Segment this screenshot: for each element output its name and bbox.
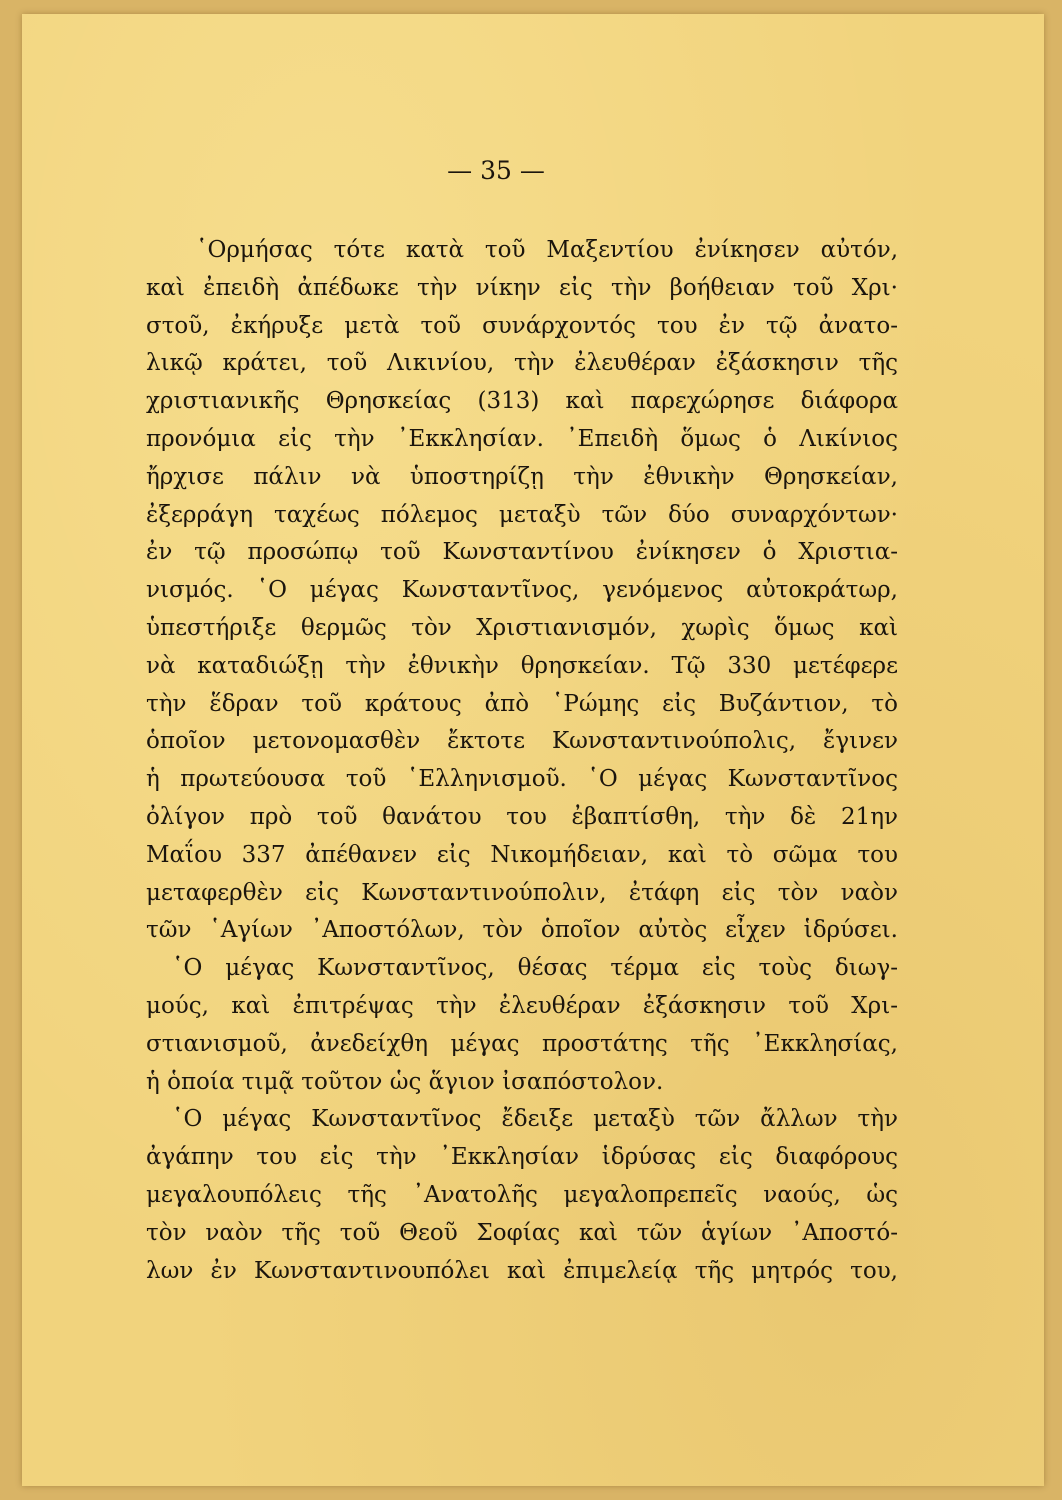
text-line: μούς, καὶ ἐπιτρέψας τὴν ἐλευθέραν ἐξάσκησιν τοῦ Χρι- — [146, 992, 898, 1019]
text-line: τῶν ῾Αγίων ᾿Αποστόλων, τὸν ὁποῖον αὐτὸς εἶχεν ἱδρύσει. — [146, 917, 898, 944]
text-line: λων ἐν Κωνσταντινουπόλει καὶ ἐπιμελείᾳ τῆς μητρός του, — [146, 1257, 898, 1284]
text-line: νισμός. ῾Ο μέγας Κωνσταντῖνος, γενόμενος αὐτοκράτωρ, — [146, 577, 898, 604]
text-line: ἀγάπην του εἰς τὴν ᾿Εκκλησίαν ἱδρύσας εἰς διαφόρους — [146, 1144, 898, 1171]
text-line: προνόμια εἰς τὴν ᾿Εκκλησίαν. ᾿Επειδὴ ὅμως ὁ Λικίνιος — [146, 425, 898, 452]
paragraph-1 — [146, 232, 898, 950]
text-line: τὸν ναὸν τῆς τοῦ Θεοῦ Σοφίας καὶ τῶν ἁγίων ᾿Αποστό- — [146, 1219, 898, 1246]
text-line: Μαΐου 337 ἀπέθανεν εἰς Νικομήδειαν, καὶ τὸ σῶμα του — [146, 841, 898, 868]
body-text — [146, 232, 898, 1290]
text-line: ῾Ο μέγας Κωνσταντῖνος ἔδειξε μεταξὺ τῶν ἄλλων τὴν — [172, 1106, 898, 1133]
text-line: ἐξερράγη ταχέως πόλεμος μεταξὺ τῶν δύο συναρχόντων· — [146, 501, 898, 528]
text-line: στιανισμοῦ, ἀνεδείχθη μέγας προστάτης τῆς ᾿Εκκλησίας, — [146, 1030, 898, 1057]
page-number: — 35 — — [447, 156, 545, 185]
text-line: ῾Ορμήσας τότε κατὰ τοῦ Μαξεντίου ἐνίκησεν αὐτόν, — [196, 237, 898, 263]
text-line: μεγαλουπόλεις τῆς ᾿Ανατολῆς μεγαλοπρεπεῖς ναούς, ὡς — [146, 1181, 898, 1208]
paragraph-2 — [146, 950, 898, 1101]
text-line: καὶ ἐπειδὴ ἀπέδωκε τὴν νίκην εἰς τὴν βοήθειαν τοῦ Χρι· — [146, 274, 898, 301]
text-line: ἡ πρωτεύουσα τοῦ ῾Ελληνισμοῦ. ῾Ο μέγας Κωνσταντῖνος — [146, 766, 898, 793]
book-page — [22, 14, 1044, 1486]
text-line: στοῦ, ἐκήρυξε μετὰ τοῦ συνάρχοντός του ἐν τῷ ἀνατο- — [146, 312, 898, 339]
paragraph-3 — [146, 1101, 898, 1290]
text-line: ἡ ὁποία τιμᾷ τοῦτον ὡς ἅγιον ἰσαπόστολον. — [146, 1068, 664, 1095]
text-line: ἐν τῷ προσώπῳ τοῦ Κωνσταντίνου ἐνίκησεν ὁ Χριστια- — [146, 539, 898, 566]
text-line: χριστιανικῆς Θρησκείας (313) καὶ παρεχώρησε διάφορα — [146, 388, 898, 415]
text-line: μεταφερθὲν εἰς Κωνσταντινούπολιν, ἐτάφη εἰς τὸν ναὸν — [146, 879, 898, 906]
text-line: νὰ καταδιώξῃ τὴν ἐθνικὴν θρησκείαν. Τῷ 330 μετέφερε — [146, 652, 898, 679]
text-line: ὑπεστήριξε θερμῶς τὸν Χριστιανισμόν, χωρὶς ὅμως καὶ — [146, 614, 898, 641]
text-line: λικῷ κράτει, τοῦ Λικινίου, τὴν ἐλευθέραν ἐξάσκησιν τῆς — [146, 350, 898, 377]
text-line: ὀλίγον πρὸ τοῦ θανάτου του ἐβαπτίσθη, τὴν δὲ 21ην — [146, 803, 898, 830]
text-line: ῾Ο μέγας Κωνσταντῖνος, θέσας τέρμα εἰς τοὺς διωγ- — [172, 955, 898, 982]
text-line: ὁποῖον μετονομασθὲν ἔκτοτε Κωνσταντινούπολις, ἔγινεν — [146, 728, 898, 755]
text-line: τὴν ἕδραν τοῦ κράτους ἀπὸ ῾Ρώμης εἰς Βυζάντιον, τὸ — [146, 690, 898, 717]
text-line: ἤρχισε πάλιν νὰ ὑποστηρίζῃ τὴν ἐθνικὴν Θρησκείαν, — [146, 463, 898, 490]
